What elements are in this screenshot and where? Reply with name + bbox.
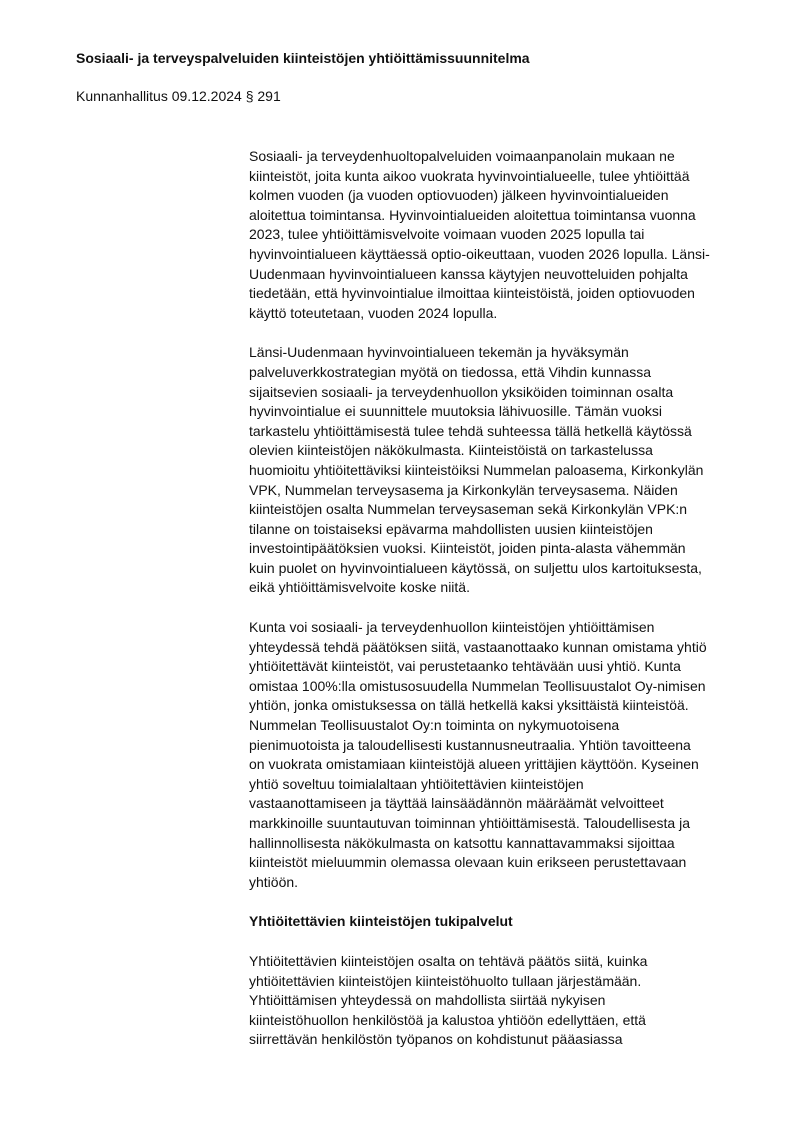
- paragraph-1: Sosiaali- ja terveydenhuoltopalveluiden voimaanpanolain mukaan ne kiinteistöt, joita kunta aikoo vuokrata hyvinvointialueelle, tulee yhtiöittää kolmen vuoden (ja vuoden optiovuoden) jälkeen hyvinvointialueiden aloitettua toimintansa. Hyvinvointialueiden aloitettua toimintansa vuonna 2023, tulee yhtiöittämisvelvoite voimaan vuoden 2025 lopulla tai hyvinvointialueen käyttäessä optio-oikeuttaan, vuoden 2026 lopulla. Länsi- Uudenmaan hyvinvointialueen kanssa käytyjen neuvotteluiden pohjalta tiedetään, että hyvinvointialue ilmoittaa kiinteistöistä, joiden optiovuoden käyttö toteutetaan, vuoden 2024 lopulla.: [249, 148, 710, 321]
- paragraph-4: Yhtiöitettävien kiinteistöjen osalta on tehtävä päätös siitä, kuinka yhtiöitettävien kiinteistöjen kiinteistöhuolto tullaan järjestämään. Yhtiöittämisen yhteydessä on mahdollista siirtää nykyisen kiinteistöhuollon henkilöstöä ja kalustoa yhtiöön edellyttäen, että siirrettävän henkilöstön työpanos on kohdistunut pääasiassa: [249, 952, 648, 1048]
- document-body: [249, 147, 749, 1050]
- section-subheading: Yhtiöitettävien kiinteistöjen tukipalvelut: [249, 913, 513, 930]
- paragraph-2: Länsi-Uudenmaan hyvinvointialueen tekemän ja hyväksymän palveluverkkostrategian myötä on tiedossa, että Vihdin kunnassa sijaitsevien sosiaali- ja terveydenhuollon yksiköiden toiminnan osalta hyvinvointialue ei suunnittele muutoksia lähivuosille. Tämän vuoksi tarkastelu yhtiöittämisestä tulee tehdä suhteessa tällä hetkellä käytössä olevien kiinteistöjen näkökulmasta. Kiinteistöistä on tarkastelussa huomioitu yhtiöitettäviksi kiinteistöiksi Nummelan paloasema, Kirkonkylän VPK, Nummelan terveysasema ja Kirkonkylän terveysasema. Näiden kiinteistöjen osalta Nummelan terveysaseman sekä Kirkonkylän VPK:n tilanne on toistaiseksi epävarma mahdollisten uusien kiinteistöjen investointipäätöksien vuoksi. Kiinteistöt, joiden pinta-alasta vähemmän kuin puolet on hyvinvointialueen käytössä, on suljettu ulos kartoituksesta, eikä yhtiöittämisvelvoite koske niitä.: [249, 344, 704, 596]
- document-title: Sosiaali- ja terveyspalveluiden kiinteistöjen yhtiöittämissuunnitelma: [76, 50, 530, 66]
- paragraph-3: Kunta voi sosiaali- ja terveydenhuollon kiinteistöjen yhtiöittämisen yhteydessä tehdä päätöksen siitä, vastaanottaako kunnan omistama yhtiö yhtiöitettävät kiinteistöt, vai perustetaanko tehtävään uusi yhtiö. Kunta omistaa 100%:lla omistusosuudella Nummelan Teollisuustalot Oy-nimisen yhtiön, jonka omistuksessa on tällä hetkellä kaksi yksittäistä kiinteistöä. Nummelan Teollisuustalot Oy:n toiminta on nykymuotoisena pienimuotoista ja taloudellisesti kustannusneutraalia. Yhtiön tavoitteena on vuokrata omistamiaan kiinteistöjä alueen yrittäjien käyttöön. Kyseinen yhtiö soveltuu toimialaltaan yhtiöitettävien kiinteistöjen vastaanottamiseen ja täyttää lainsäädännön määräämät velvoitteet markkinoille suuntautuvan toiminnan yhtiöittämisestä. Taloudellisesta ja hallinnollisesta näkökulmasta on katsottu kannattavammaksi sijoittaa kiinteistöt mieluummin olemassa olevaan kuin erikseen perustettavaan yhtiöön.: [249, 619, 707, 890]
- meeting-reference: Kunnanhallitus 09.12.2024 § 291: [76, 88, 281, 104]
